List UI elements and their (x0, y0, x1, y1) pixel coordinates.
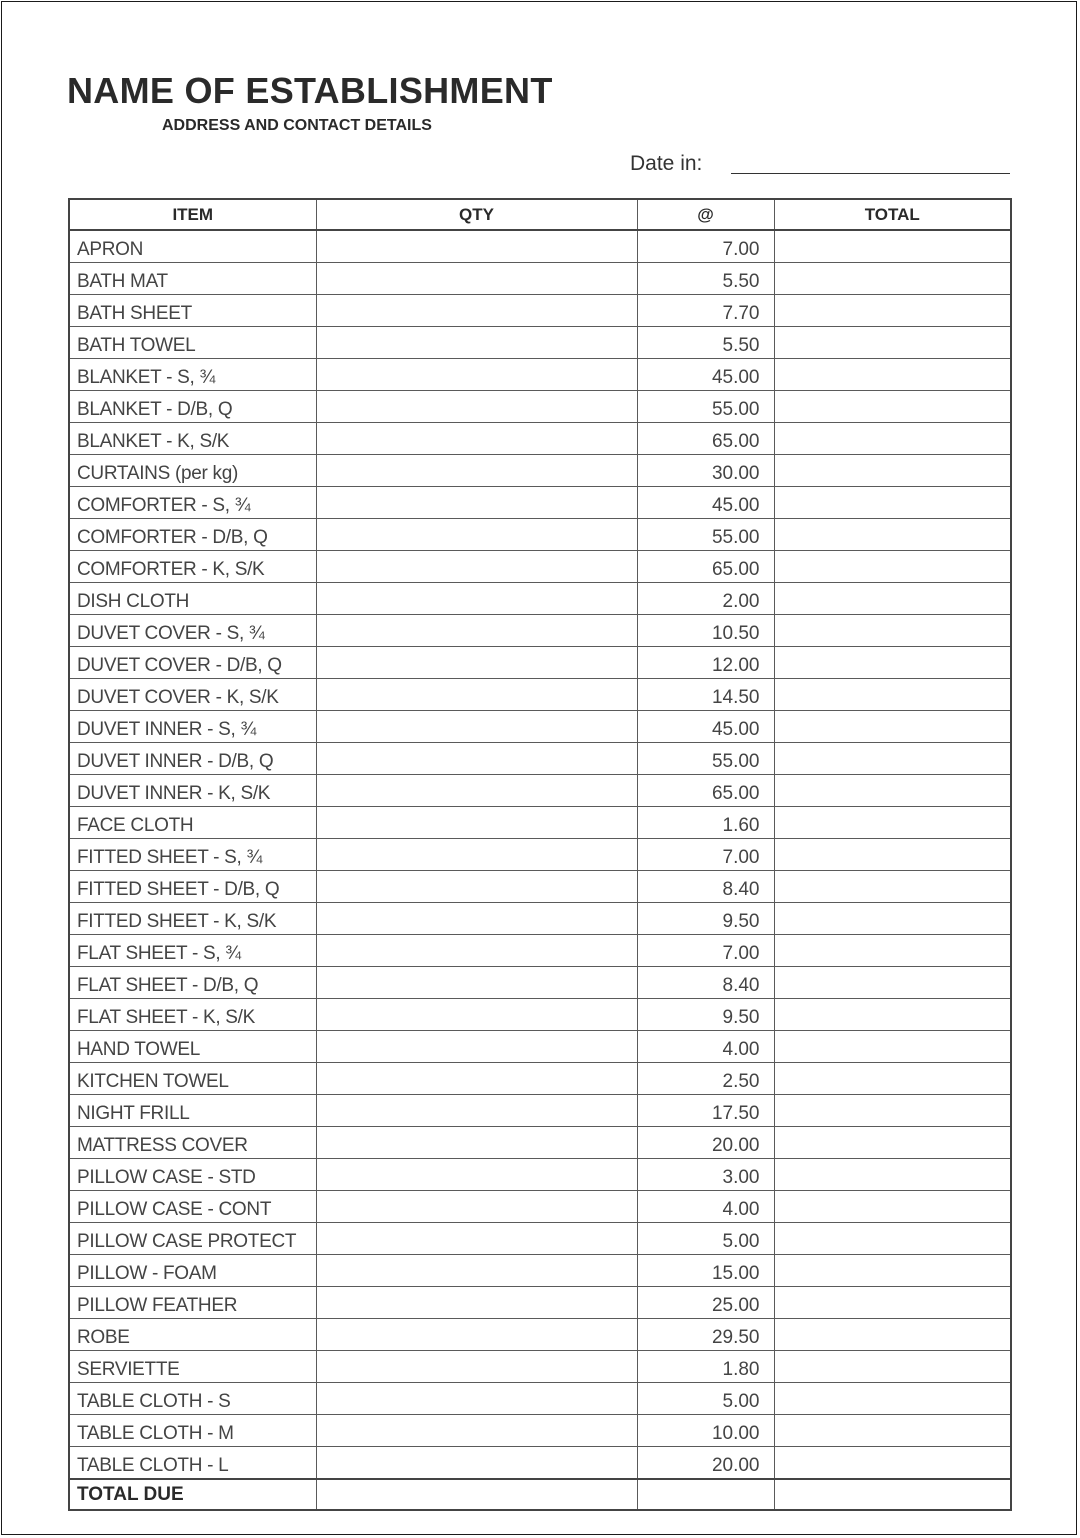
table-row (69, 1031, 1011, 1063)
line-total-cell[interactable] (774, 711, 1011, 743)
item-name-cell: APRON (69, 230, 316, 263)
line-total-cell[interactable] (774, 1095, 1011, 1127)
line-total-cell[interactable] (774, 1255, 1011, 1287)
table-row (69, 1127, 1011, 1159)
rate-cell: 7.00 (637, 230, 774, 263)
qty-cell[interactable] (316, 1127, 637, 1159)
total-due-row (69, 1479, 1011, 1510)
total-due-qty-cell[interactable] (316, 1479, 637, 1510)
line-total-cell[interactable] (774, 903, 1011, 935)
rate-cell: 65.00 (637, 775, 774, 807)
line-total-cell[interactable] (774, 583, 1011, 615)
table-row (69, 263, 1011, 295)
line-total-cell[interactable] (774, 295, 1011, 327)
item-name-cell: BATH MAT (69, 263, 316, 295)
item-name-cell: DUVET COVER - K, S/K (69, 679, 316, 711)
item-name-cell: BATH SHEET (69, 295, 316, 327)
item-name-cell: PILLOW CASE - CONT (69, 1191, 316, 1223)
table-row (69, 935, 1011, 967)
qty-cell[interactable] (316, 1351, 637, 1383)
table-row (69, 839, 1011, 871)
rate-cell: 55.00 (637, 519, 774, 551)
table-row (69, 391, 1011, 423)
qty-cell[interactable] (316, 1063, 637, 1095)
qty-cell[interactable] (316, 935, 637, 967)
line-total-cell[interactable] (774, 1191, 1011, 1223)
table-row (69, 775, 1011, 807)
item-name-cell: TABLE CLOTH - L (69, 1447, 316, 1480)
table-row (69, 1415, 1011, 1447)
qty-cell[interactable] (316, 999, 637, 1031)
qty-cell[interactable] (316, 615, 637, 647)
table-row (69, 230, 1011, 263)
rate-cell: 45.00 (637, 711, 774, 743)
item-name-cell: FLAT SHEET - S, ¾ (69, 935, 316, 967)
item-name-cell: FITTED SHEET - D/B, Q (69, 871, 316, 903)
rate-cell: 25.00 (637, 1287, 774, 1319)
qty-cell[interactable] (316, 455, 637, 487)
table-row (69, 551, 1011, 583)
rate-cell: 7.70 (637, 295, 774, 327)
line-total-cell[interactable] (774, 1319, 1011, 1351)
item-name-cell: TABLE CLOTH - S (69, 1383, 316, 1415)
item-name-cell: COMFORTER - D/B, Q (69, 519, 316, 551)
rate-cell: 7.00 (637, 935, 774, 967)
qty-cell[interactable] (316, 775, 637, 807)
table-row (69, 1319, 1011, 1351)
qty-cell[interactable] (316, 1319, 637, 1351)
rate-cell: 29.50 (637, 1319, 774, 1351)
rate-cell: 8.40 (637, 967, 774, 999)
table-row (69, 647, 1011, 679)
table-row (69, 679, 1011, 711)
line-total-cell[interactable] (774, 999, 1011, 1031)
item-name-cell: PILLOW CASE PROTECT (69, 1223, 316, 1255)
rate-cell: 10.00 (637, 1415, 774, 1447)
rate-cell: 14.50 (637, 679, 774, 711)
table-row (69, 743, 1011, 775)
table-row (69, 1383, 1011, 1415)
table-row (69, 1063, 1011, 1095)
line-total-cell[interactable] (774, 1415, 1011, 1447)
rate-cell: 12.00 (637, 647, 774, 679)
total-due-label: TOTAL DUE (69, 1479, 316, 1510)
item-name-cell: FLAT SHEET - K, S/K (69, 999, 316, 1031)
rate-cell: 4.00 (637, 1031, 774, 1063)
item-name-cell: FACE CLOTH (69, 807, 316, 839)
line-total-cell[interactable] (774, 807, 1011, 839)
column-header-qty: QTY (316, 199, 637, 230)
table-header-row (69, 199, 1011, 230)
rate-cell: 65.00 (637, 551, 774, 583)
item-name-cell: DUVET COVER - S, ¾ (69, 615, 316, 647)
item-name-cell: DUVET INNER - D/B, Q (69, 743, 316, 775)
line-total-cell[interactable] (774, 839, 1011, 871)
rate-cell: 2.00 (637, 583, 774, 615)
table-row (69, 1223, 1011, 1255)
rate-cell: 7.00 (637, 839, 774, 871)
laundry-price-table (68, 198, 1012, 1511)
qty-cell[interactable] (316, 679, 637, 711)
qty-cell[interactable] (316, 967, 637, 999)
table-row (69, 807, 1011, 839)
qty-cell[interactable] (316, 807, 637, 839)
line-total-cell[interactable] (774, 1447, 1011, 1480)
line-total-cell[interactable] (774, 263, 1011, 295)
address-contact-details: ADDRESS AND CONTACT DETAILS (162, 117, 432, 134)
table-row (69, 455, 1011, 487)
rate-cell: 10.50 (637, 615, 774, 647)
date-in-label: Date in: (630, 152, 703, 175)
qty-cell[interactable] (316, 711, 637, 743)
line-total-cell[interactable] (774, 1287, 1011, 1319)
line-total-cell[interactable] (774, 1159, 1011, 1191)
rate-cell: 8.40 (637, 871, 774, 903)
rate-cell: 55.00 (637, 743, 774, 775)
item-name-cell: BLANKET - S, ¾ (69, 359, 316, 391)
line-total-cell[interactable] (774, 1383, 1011, 1415)
table-row (69, 423, 1011, 455)
rate-cell: 20.00 (637, 1127, 774, 1159)
item-name-cell: FLAT SHEET - D/B, Q (69, 967, 316, 999)
qty-cell[interactable] (316, 1415, 637, 1447)
line-total-cell[interactable] (774, 327, 1011, 359)
item-name-cell: CURTAINS (per kg) (69, 455, 316, 487)
line-total-cell[interactable] (774, 935, 1011, 967)
column-header-rate: @ (637, 199, 774, 230)
line-total-cell[interactable] (774, 871, 1011, 903)
table-row (69, 487, 1011, 519)
rate-cell: 3.00 (637, 1159, 774, 1191)
qty-cell[interactable] (316, 263, 637, 295)
rate-cell: 65.00 (637, 423, 774, 455)
line-total-cell[interactable] (774, 1063, 1011, 1095)
line-total-cell[interactable] (774, 1351, 1011, 1383)
line-total-cell[interactable] (774, 775, 1011, 807)
table-row (69, 1191, 1011, 1223)
qty-cell[interactable] (316, 551, 637, 583)
total-due-rate-cell[interactable] (637, 1479, 774, 1510)
rate-cell: 1.80 (637, 1351, 774, 1383)
table-row (69, 999, 1011, 1031)
line-total-cell[interactable] (774, 967, 1011, 999)
qty-cell[interactable] (316, 871, 637, 903)
table-body (69, 230, 1011, 1479)
item-name-cell: BLANKET - D/B, Q (69, 391, 316, 423)
line-total-cell[interactable] (774, 1127, 1011, 1159)
qty-cell[interactable] (316, 391, 637, 423)
line-total-cell[interactable] (774, 743, 1011, 775)
rate-cell: 55.00 (637, 391, 774, 423)
item-name-cell: PILLOW - FOAM (69, 1255, 316, 1287)
line-total-cell[interactable] (774, 519, 1011, 551)
item-name-cell: DISH CLOTH (69, 583, 316, 615)
rate-cell: 45.00 (637, 359, 774, 391)
qty-cell[interactable] (316, 487, 637, 519)
qty-cell[interactable] (316, 647, 637, 679)
qty-cell[interactable] (316, 839, 637, 871)
item-name-cell: FITTED SHEET - K, S/K (69, 903, 316, 935)
rate-cell: 15.00 (637, 1255, 774, 1287)
line-total-cell[interactable] (774, 423, 1011, 455)
table-row (69, 615, 1011, 647)
rate-cell: 17.50 (637, 1095, 774, 1127)
table-row (69, 1095, 1011, 1127)
table-row (69, 519, 1011, 551)
line-total-cell[interactable] (774, 551, 1011, 583)
line-total-cell[interactable] (774, 359, 1011, 391)
rate-cell: 5.00 (637, 1383, 774, 1415)
item-name-cell: FITTED SHEET - S, ¾ (69, 839, 316, 871)
line-total-cell[interactable] (774, 455, 1011, 487)
qty-cell[interactable] (316, 295, 637, 327)
line-total-cell[interactable] (774, 391, 1011, 423)
table-row (69, 359, 1011, 391)
qty-cell[interactable] (316, 1383, 637, 1415)
item-name-cell: HAND TOWEL (69, 1031, 316, 1063)
rate-cell: 5.50 (637, 327, 774, 359)
item-name-cell: BLANKET - K, S/K (69, 423, 316, 455)
rate-cell: 45.00 (637, 487, 774, 519)
table-row (69, 327, 1011, 359)
qty-cell[interactable] (316, 1095, 637, 1127)
qty-cell[interactable] (316, 1191, 637, 1223)
table-row (69, 711, 1011, 743)
qty-cell[interactable] (316, 519, 637, 551)
establishment-name: NAME OF ESTABLISHMENT (67, 70, 553, 111)
table-row (69, 1255, 1011, 1287)
item-name-cell: COMFORTER - K, S/K (69, 551, 316, 583)
qty-cell[interactable] (316, 423, 637, 455)
rate-cell: 9.50 (637, 903, 774, 935)
qty-cell[interactable] (316, 1031, 637, 1063)
item-name-cell: COMFORTER - S, ¾ (69, 487, 316, 519)
rate-cell: 2.50 (637, 1063, 774, 1095)
item-name-cell: ROBE (69, 1319, 316, 1351)
qty-cell[interactable] (316, 903, 637, 935)
item-name-cell: DUVET INNER - S, ¾ (69, 711, 316, 743)
qty-cell[interactable] (316, 230, 637, 263)
item-name-cell: PILLOW CASE - STD (69, 1159, 316, 1191)
table-row (69, 583, 1011, 615)
item-name-cell: DUVET INNER - K, S/K (69, 775, 316, 807)
qty-cell[interactable] (316, 359, 637, 391)
line-total-cell[interactable] (774, 679, 1011, 711)
rate-cell: 4.00 (637, 1191, 774, 1223)
line-total-cell[interactable] (774, 1031, 1011, 1063)
table-row (69, 967, 1011, 999)
item-name-cell: KITCHEN TOWEL (69, 1063, 316, 1095)
line-total-cell[interactable] (774, 487, 1011, 519)
line-total-cell[interactable] (774, 1223, 1011, 1255)
line-total-cell[interactable] (774, 615, 1011, 647)
table-row (69, 1159, 1011, 1191)
table-row (69, 1351, 1011, 1383)
column-header-total: TOTAL (774, 199, 1011, 230)
qty-cell[interactable] (316, 1223, 637, 1255)
qty-cell[interactable] (316, 1447, 637, 1480)
item-name-cell: MATTRESS COVER (69, 1127, 316, 1159)
qty-cell[interactable] (316, 327, 637, 359)
rate-cell: 30.00 (637, 455, 774, 487)
rate-cell: 20.00 (637, 1447, 774, 1480)
qty-cell[interactable] (316, 583, 637, 615)
qty-cell[interactable] (316, 1159, 637, 1191)
rate-cell: 5.50 (637, 263, 774, 295)
line-total-cell[interactable] (774, 647, 1011, 679)
table-row (69, 1287, 1011, 1319)
item-name-cell: BATH TOWEL (69, 327, 316, 359)
item-name-cell: DUVET COVER - D/B, Q (69, 647, 316, 679)
column-header-item: ITEM (69, 199, 316, 230)
date-in-field[interactable] (731, 173, 1010, 174)
qty-cell[interactable] (316, 743, 637, 775)
item-name-cell: TABLE CLOTH - M (69, 1415, 316, 1447)
table-row (69, 871, 1011, 903)
item-name-cell: SERVIETTE (69, 1351, 316, 1383)
table-row (69, 295, 1011, 327)
rate-cell: 5.00 (637, 1223, 774, 1255)
item-name-cell: NIGHT FRILL (69, 1095, 316, 1127)
qty-cell[interactable] (316, 1255, 637, 1287)
rate-cell: 9.50 (637, 999, 774, 1031)
item-name-cell: PILLOW FEATHER (69, 1287, 316, 1319)
total-due-amount-cell[interactable] (774, 1479, 1011, 1510)
table-row (69, 903, 1011, 935)
line-total-cell[interactable] (774, 230, 1011, 263)
rate-cell: 1.60 (637, 807, 774, 839)
table-row (69, 1447, 1011, 1480)
qty-cell[interactable] (316, 1287, 637, 1319)
